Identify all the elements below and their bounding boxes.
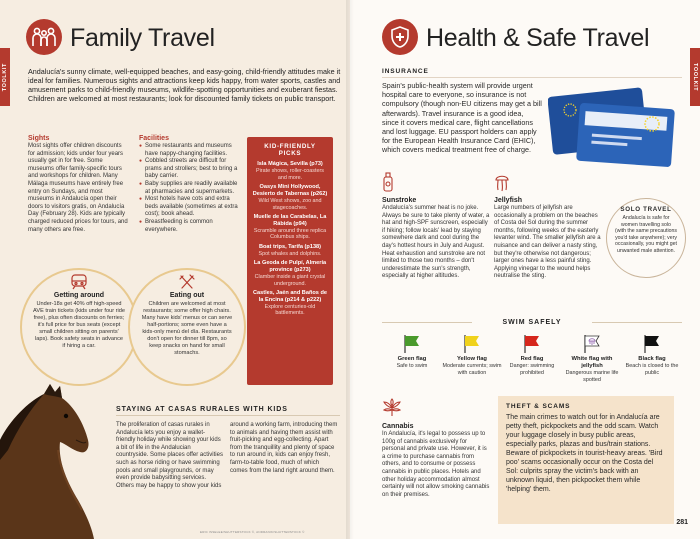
page-title: Family Travel <box>70 24 215 52</box>
jellyfish-icon <box>494 172 510 192</box>
sunstroke-heading: Sunstroke <box>382 197 417 204</box>
flag-name: White flag with jellyfish <box>571 356 613 369</box>
list-item: ● Cobbled streets are difficult for prams and strollers; best to bring a baby carrier. <box>139 158 244 181</box>
cannabis-body: In Andalucía, it's legal to possess up to 100g of cannabis exclusively for personal and private use. However, it is a crime to purchase cannabis from others, and to consume or possess cannabis in public places. Hotels and other holiday accommodation almost certainly will not allow smoking cannabis on their premises. <box>382 431 490 498</box>
list-item: ● Most hotels have cots and extra beds available (sometimes at extra cost); book ahead. <box>139 196 244 219</box>
casas-rurales-col1: The proliferation of casas rurales in Andalucía lets you enjoy a wallet-friendly holiday while showing your kids a bit of life in the Andalucian countryside. Some places offer activities such as horse riding or have swimming pools and small playgrounds, or may even provide babysitting services. Others may be happy to show your kids <box>116 422 223 489</box>
kid-friendly-picks-box <box>247 137 333 385</box>
swim-safely-heading: SWIM SAFELY <box>502 319 562 326</box>
list-item: ● Breastfeeding is common everywhere. <box>139 219 244 234</box>
pick-name: Boat trips, Tarifa (p138) <box>258 243 322 250</box>
black-flag-icon <box>642 334 662 354</box>
sights-body: Most sights offer children discounts for admission; kids under four years usually get in for free. Some museums offer family-specific tours and workshops for children. Many Málaga museums have entirely free entry on Sundays, and most museums in Andalucía open their doors to visitors gratis, on Andalucía Day (February 28). Kids are typically charged reduced prices for tours, and many others are free. <box>28 143 128 233</box>
photo-credit: ERIC ISSELEE/SHUTTERSTOCK ©, ANDRANIK/SHUTTERSTOCK © <box>200 530 305 534</box>
sights-section <box>28 135 130 234</box>
medical-shield-icon <box>382 19 418 55</box>
toolkit-tab: TOOLKIT <box>0 48 10 106</box>
flag-item <box>502 334 562 376</box>
jellyfish-section <box>494 172 602 281</box>
picks-title: KID-FRIENDLY PICKS <box>264 143 316 158</box>
flag-item <box>382 334 442 370</box>
horse-photo <box>0 380 110 539</box>
list-item: ● Baby supplies are readily available at pharmacies and supermarkets. <box>139 181 244 196</box>
pick-desc: Scramble around three replica Columbus ships. <box>253 227 327 241</box>
jellyfish-heading: Jellyfish <box>494 197 523 204</box>
pick-desc: Spot whales and dolphins. <box>258 250 322 257</box>
theft-scams-box <box>498 396 674 524</box>
eating-out-bubble <box>128 268 246 386</box>
cannabis-heading: Cannabis <box>382 423 414 430</box>
solo-travel-circle <box>606 198 686 278</box>
sunscreen-icon <box>382 172 394 192</box>
jellyfish-flag-icon <box>582 334 602 354</box>
health-insurance-cards-photo <box>548 80 678 170</box>
flag-desc: Beach is closed to the public <box>625 363 679 376</box>
pick-name: La Geoda de Pulpí, Almería province (p273) <box>253 260 327 274</box>
pick-desc: Explore centuries-old battlements. <box>264 303 316 317</box>
divider <box>592 322 682 323</box>
sunstroke-section <box>382 172 490 281</box>
sunstroke-body: Andalucía's summer heat is no joke. Always be sure to take plenty of water, a hat and high-SPF sunscreen, especially if hiking; follow locals' lead by staying somewhere dark and cool during the day's hottest hours in July and August. Heat exhaustion and sunstroke are not limited to those two months – don't underestimate the sun's strength, especially at higher altitudes. <box>382 205 490 280</box>
eating-out-heading: Eating out <box>169 292 205 299</box>
getting-around-bubble <box>20 268 138 386</box>
flag-name: Yellow flag <box>457 356 487 362</box>
pick-item <box>252 290 328 317</box>
cannabis-leaf-icon <box>382 398 402 418</box>
theft-scams-body: The main crimes to watch out for in Andalucía are petty theft, pickpockets and the odd scam. Watch your luggage closely in busy public areas, especially parks, plazas and bus/train stations. Beware of pickpockets in tourist-heavy areas. 'Bird poo' scams occasionally occur on the Costa del Sol: culprits spray the victim's back with an unknown liquid, then pickpocket them while 'helping' them. <box>506 414 663 493</box>
red-flag-icon <box>522 334 542 354</box>
jellyfish-body: Large numbers of jellyfish are occasionally a problem on the beaches of Costa del Sol during the summer months, following weeks of the easterly levanter wind. The smaller jellyfish are a nuisance and can deliver a nasty sting, but they're otherwise not dangerous; larger ones have a less painful sting. Applying vinegar to the wound helps neutralise the sting. <box>494 205 601 280</box>
insurance-heading: INSURANCE <box>382 68 682 78</box>
insurance-body: Spain's public-health system will provide urgent hospital care to everyone, so insurance is not compulsory (though non-EU citizens may get a bill afterwards). Travel insurance is a good idea, since it covers medical care, flight cancellations and lost luggage. EU passport holders can apply for the European Health Insurance Card (EHIC), which covers medical treatment free of charge. <box>382 81 542 155</box>
cannabis-section <box>382 398 490 499</box>
flag-name: Green flag <box>397 356 427 362</box>
eating-out-body: Children are welcomed at most restaurants; some offer high chairs. Many have kids' menus or can serve half-portions; some even have a kids-only menú del día. Restaurants don't open for dinner till 8pm, so keep snacks on hand for small stomachs. <box>141 301 233 356</box>
solo-travel-body: Andalucía is safe for women travelling solo (with the same precautions you'd take anywhere); very occasionally, you might get unwanted male attention. <box>615 215 677 254</box>
facilities-list <box>139 143 244 234</box>
pick-item <box>252 161 328 181</box>
pick-desc: Wild West shows, zoo and stagecoaches. <box>258 197 322 211</box>
flag-desc: Dangerous marine life spotted <box>565 370 619 383</box>
getting-around-body: Under-18s get 40% off high-speed AVE train tickets (kids under four ride free), plus often discounts on ferries; it's full price for bus seats (except small children sitting on parents' laps). Book safety seats in advance if hiring a car. <box>33 301 125 349</box>
pick-item <box>252 214 328 241</box>
flag-desc: Safe to swim <box>396 363 428 369</box>
flag-desc: Moderate currents; swim with caution <box>442 363 502 376</box>
pick-item <box>252 260 328 287</box>
casas-rurales-col2: around a working farm, introducing them to animals and having them assist with fruit-picking and egg-collecting. Apart from the tranquillity and plenty of space to run around in, kids can enjoy fresh, farm-to-table food, much of which comes from the land right around them. <box>230 422 338 474</box>
flag-item <box>442 334 502 376</box>
flag-name: Red flag <box>520 356 544 362</box>
flag-desc: Danger: swimming prohibited <box>509 363 555 376</box>
pick-name: Isla Mágica, Sevilla (p73) <box>257 161 323 168</box>
page-gutter <box>346 0 354 539</box>
pick-desc: Pirate shows, roller-coasters and more. <box>255 168 324 181</box>
theft-scams-heading: THEFT & SCAMS <box>506 403 571 410</box>
pick-name: Muelle de las Carabelas, La Rábida (p94) <box>253 214 327 227</box>
solo-travel-heading: SOLO TRAVEL <box>620 206 672 213</box>
casas-rurales-heading: STAYING AT CASAS RURALES WITH KIDS <box>116 406 340 416</box>
page-title: Health & Safe Travel <box>426 24 650 52</box>
green-flag-icon <box>402 334 422 354</box>
list-item: ● Some restaurants and museums have nappy-changing facilities. <box>139 143 244 158</box>
pick-item <box>252 184 328 211</box>
flag-name: Black flag <box>638 356 666 362</box>
toolkit-tab: TOOLKIT <box>690 48 700 106</box>
family-icon <box>26 19 62 55</box>
intro-paragraph: Andalucía's sunny climate, well-equipped beaches, and easy-going, child-friendly attitudes make it ideal for families. Numerous sights and attractions keep kids happy, from water sports, castles and amusement parks to child-friendly museums, wildlife-spotting opportunities and exuberant fiestas. Children are welcomed at most restaurants; look for discounted family tickets on public transport. <box>28 67 341 103</box>
page-health-safe-travel <box>350 0 700 539</box>
facilities-section <box>139 135 244 234</box>
yellow-flag-icon <box>462 334 482 354</box>
pick-desc: Clamber inside a giant crystal underground. <box>254 273 326 287</box>
sights-heading: Sights <box>28 135 50 142</box>
flag-item <box>562 334 622 383</box>
flag-item <box>622 334 682 376</box>
page-number: 281 <box>676 519 688 526</box>
pick-name: Oasys Mini Hollywood, Desierto de Tabernas (p262) <box>252 184 328 198</box>
getting-around-heading: Getting around <box>53 292 105 299</box>
facilities-heading: Facilities <box>139 135 169 142</box>
pick-name: Castles, Jaén and Baños de la Encina (p214 & p222) <box>253 290 327 303</box>
pick-item <box>252 244 328 257</box>
